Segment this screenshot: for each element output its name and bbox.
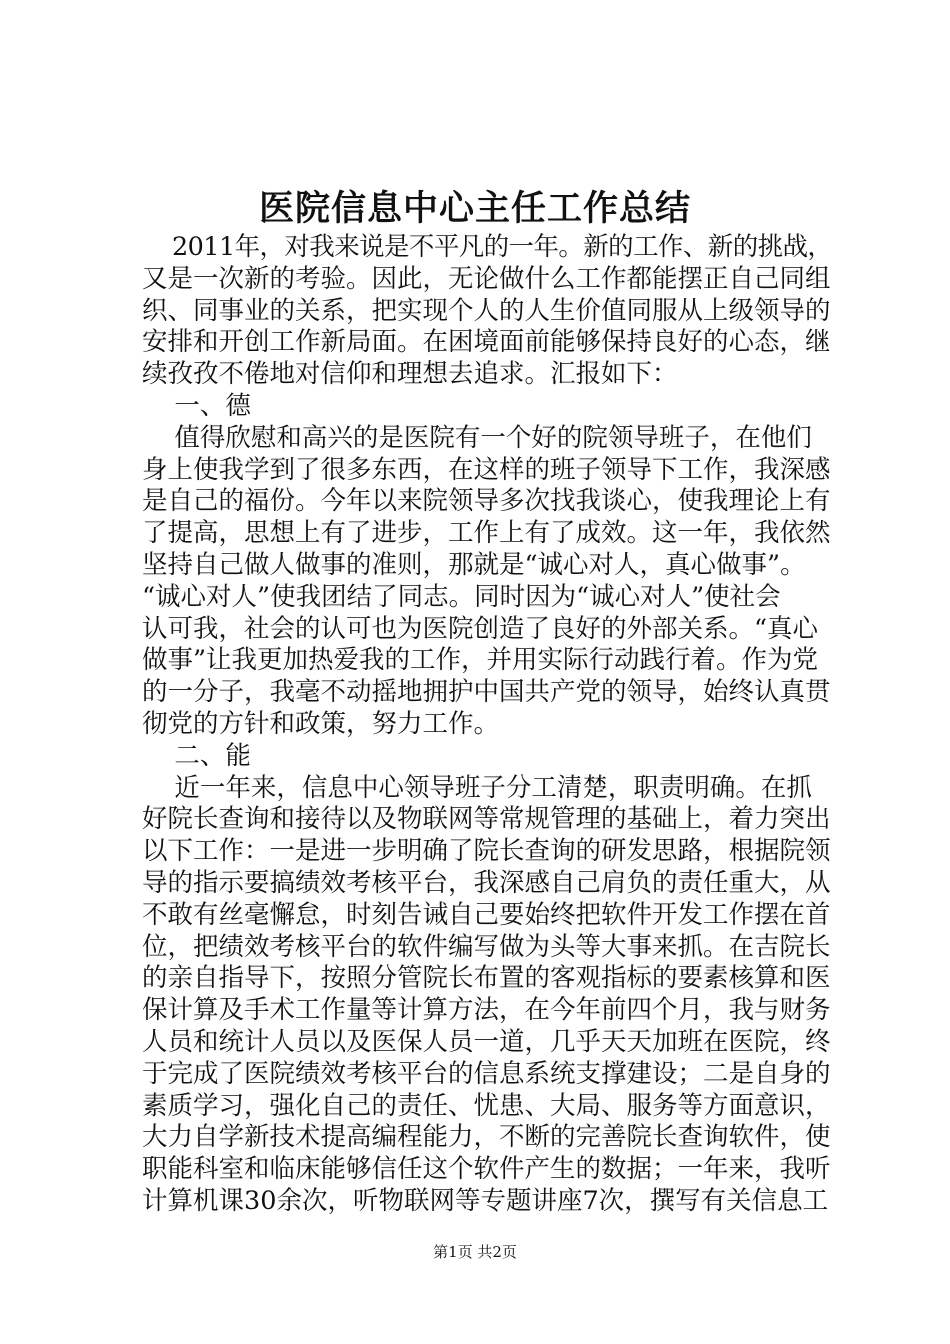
document-title: 医院信息中心主任工作总结 <box>258 189 691 229</box>
body-text-line: 位，把绩效考核平台的软件编写做为头等大事来抓。在吉院长 <box>142 931 831 962</box>
body-text-line: 近一年来，信息中心领导班子分工清楚，职责明确。在抓 <box>142 772 812 803</box>
body-text-line: 的亲自指导下，按照分管院长布置的客观指标的要素核算和医 <box>142 963 831 994</box>
body-text-line: 好院长查询和接待以及物联网等常规管理的基础上，着力突出 <box>142 804 831 835</box>
body-text-line: 人员和统计人员以及医保人员一道，几乎天天加班在医院，终 <box>142 1026 831 1057</box>
body-text-line: 了提高，思想上有了进步，工作上有了成效。这一年，我依然 <box>142 518 831 549</box>
body-text-line: 值得欣慰和高兴的是医院有一个好的院领导班子，在他们 <box>142 422 812 453</box>
body-text-line: 素质学习，强化自己的责任、忧患、大局、服务等方面意识， <box>142 1090 831 1121</box>
body-text-line: 是自己的福份。今年以来院领导多次找我谈心，使我理论上有 <box>142 486 831 517</box>
body-text-line: 以下工作：一是进一步明确了院长查询的研发思路，根据院领 <box>142 836 831 867</box>
body-text-line: 职能科室和临床能够信任这个软件产生的数据；一年来，我听 <box>142 1154 831 1185</box>
body-text-line: 大力自学新技术提高编程能力，不断的完善院长查询软件，使 <box>142 1122 831 1153</box>
body-text-line: “诚心对人”使我团结了同志。同时因为“诚心对人”使社会 <box>142 581 781 612</box>
page-number-footer: 第1页 共2页 <box>433 1243 517 1261</box>
body-text-line: 于完成了医院绩效考核平台的信息系统支撑建设；二是自身的 <box>142 1058 831 1089</box>
body-text-line: 一、德 <box>142 390 251 421</box>
body-text-line: 2011年，对我来说是不平凡的一年。新的工作、新的挑战， <box>142 232 833 262</box>
body-text-line: 彻党的方针和政策，努力工作。 <box>142 708 500 739</box>
body-text-line: 计算机课30余次，听物联网等专题讲座7次，撰写有关信息工 <box>142 1185 829 1216</box>
body-text-line: 安排和开创工作新局面。在困境面前能够保持良好的心态，继 <box>142 327 831 358</box>
body-text-line: 保计算及手术工作量等计算方法，在今年前四个月，我与财务 <box>142 995 831 1026</box>
body-text-line: 织、同事业的关系，把实现个人的人生价值同服从上级领导的 <box>142 295 831 326</box>
body-text-line: 做事”让我更加热爱我的工作，并用实际行动践行着。作为党 <box>142 645 819 676</box>
body-text-line: 身上使我学到了很多东西，在这样的班子领导下工作，我深感 <box>142 454 831 485</box>
body-text-line: 的一分子，我毫不动摇地拥护中国共产党的领导，始终认真贯 <box>142 677 831 708</box>
body-text-line: 二、能 <box>142 740 251 771</box>
body-text-line: 不敢有丝毫懈怠，时刻告诫自己要始终把软件开发工作摆在首 <box>142 899 831 930</box>
body-text-line: 认可我，社会的认可也为医院创造了良好的外部关系。“真心 <box>142 613 819 644</box>
body-text-line: 续孜孜不倦地对信仰和理想去追求。汇报如下： <box>142 359 678 390</box>
body-text-line: 导的指示要搞绩效考核平台，我深感自己肩负的责任重大，从 <box>142 867 831 898</box>
body-text-line: 坚持自己做人做事的准则，那就是“诚心对人，真心做事”。 <box>142 549 806 580</box>
body-text-line: 又是一次新的考验。因此，无论做什么工作都能摆正自己同组 <box>142 263 831 294</box>
document-body <box>142 232 832 1218</box>
